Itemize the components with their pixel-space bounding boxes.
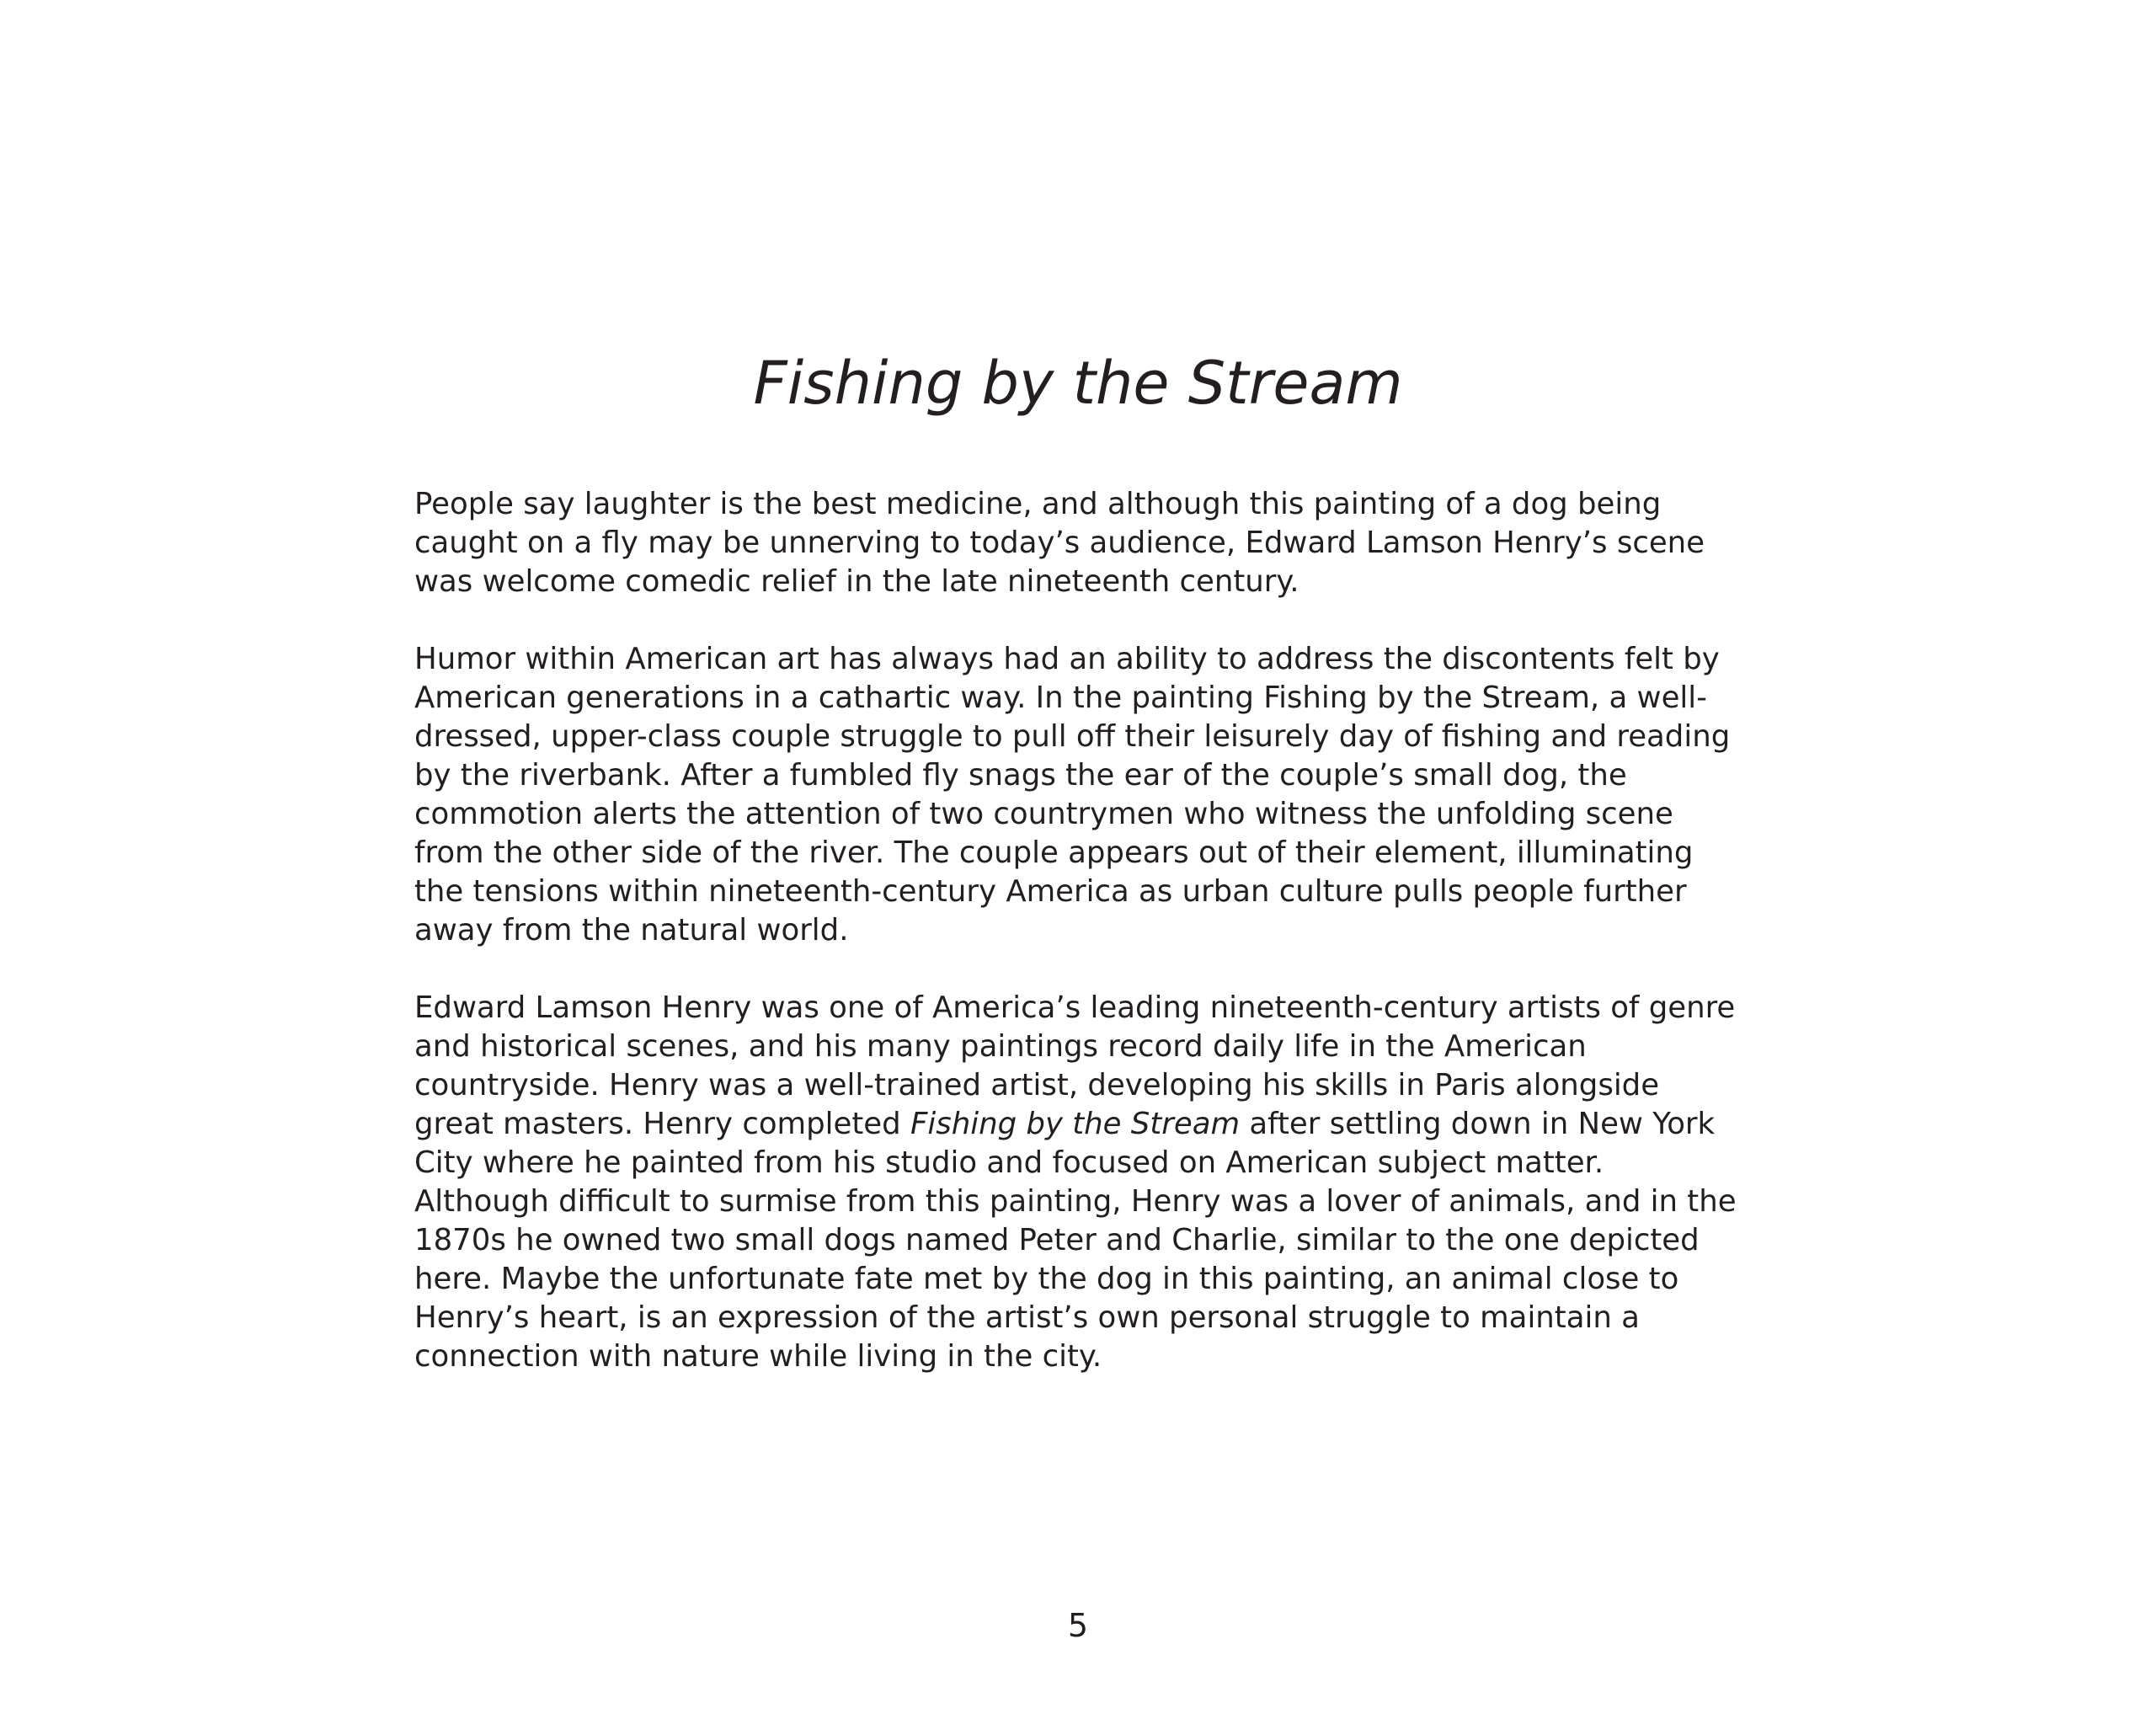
paragraph-2: Humor within American art has always had an ability to address the discontents felt by American generations in a cathartic way. In the painting Fishing by the Stream, a well-dressed, upper-class couple struggle to pull off their leisurely day of fishing and reading by the riverbank. After a fumbled fly snags the ear of the couple’s small dog, the commotion alerts the attention of two countrymen who witness the unfolding scene from the other side of the river. The couple appears out of their element, illuminating the tensions within nineteenth-century America as urban culture pulls people further away from the natural world. — [414, 642, 1731, 948]
paragraph-3-part-1: Edward Lamson Henry was one of America’s leading nineteenth-century artists of genre and historical scenes, and his many paintings record daily life in the American countryside. Henry was a well-trained artist, developing his skills in Paris alongside great masters. Henry completed — [414, 990, 1736, 1141]
paragraph-3 — [414, 989, 1745, 1376]
page-title: Fishing by the Stream — [753, 349, 1403, 418]
page-number: 5 — [1067, 1607, 1089, 1644]
artwork-title-italic: Fishing by the Stream — [910, 1107, 1241, 1141]
paragraph-3-part-2: after settling down in New York City where he painted from his studio and focused on American subject matter. Although difficult to surmise from this painting, Henry was a lover of animals, and in the 1870s he owned two small dogs named Peter and Charlie, similar to the one depicted here. Maybe the unfortunate fate met by the dog in this painting, an animal close to Henry’s heart, is an expression of the artist’s own personal struggle to maintain a connection with nature while living in the city. — [414, 1107, 1737, 1374]
paragraph-1: People say laughter is the best medicine, and although this painting of a dog being caught on a fly may be unnerving to today’s audience, Edward Lamson Henry’s scene was welcome comedic relief in the late nineteenth century. — [414, 487, 1705, 599]
body-text — [414, 485, 1745, 1376]
